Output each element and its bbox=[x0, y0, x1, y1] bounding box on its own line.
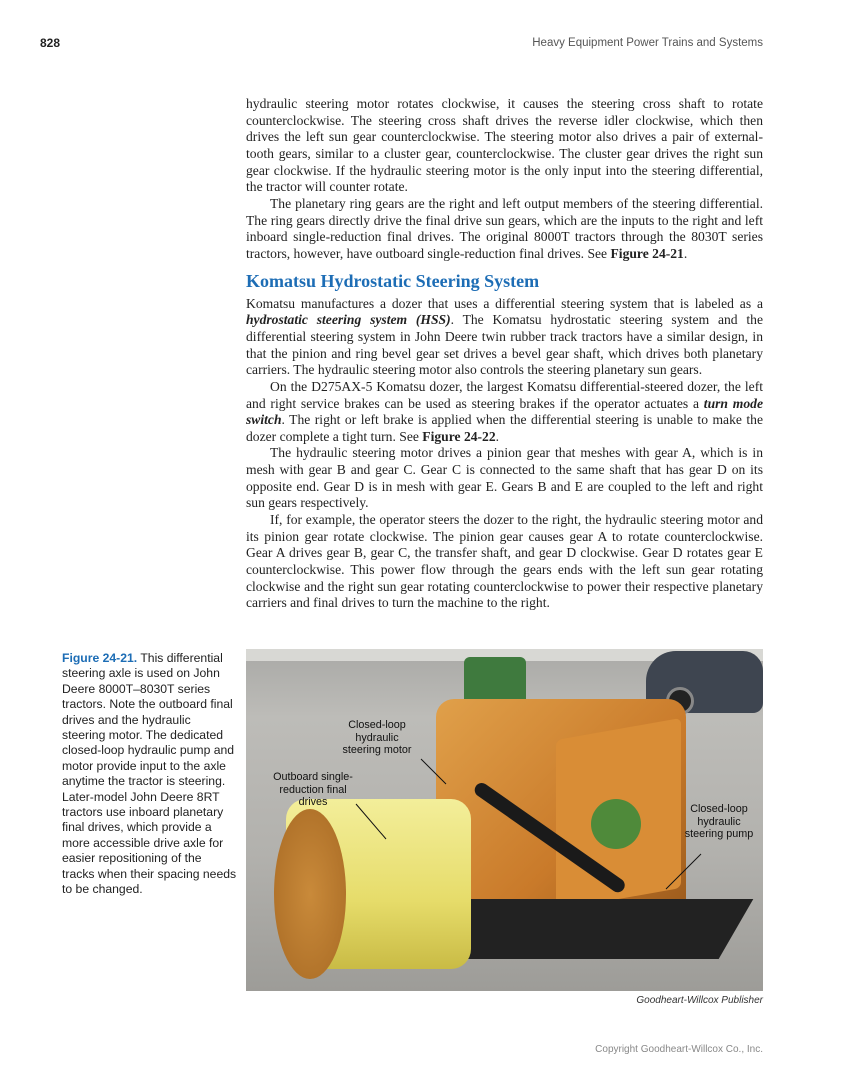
key-term: turn mode switch bbox=[246, 395, 763, 428]
text-run: Komatsu manufactures a dozer that uses a differential steering system that is labeled as a bbox=[246, 295, 763, 311]
copyright: Copyright Goodheart-Willcox Co., Inc. bbox=[595, 1044, 763, 1055]
text-run: hydraulic steering motor rotates clockwise, it causes the steering cross shaft to rotate counterclockwise. The steering cross shaft drives the reverse idler clockwise, which then drives the left sun gear counterclockwise. The steering motor also drives a pair of external-tooth gears, similar to a cluster gear, counterclockwise. The cluster gear drives the right sun gear clockwise. If the hydraulic steering motor is the only input into the steering differential, the tractor will counter rotate. bbox=[246, 96, 763, 195]
text-run: The planetary ring gears are the right and left output members of the steering differential. The ring gears directly drive the final drive sun gears, which are the inputs to the right and left inboard single-reduction final drives. The original 8000T tractors through the 8030T series tractors, however, have outboard single-reduction final drives. See bbox=[246, 195, 763, 261]
caption-text: This differential steering axle is used on John Deere 8000T–8030T series tractors. Note the outboard final drives and the hydraulic steering motor. The dedicated closed-loop hydraulic pump and motor provide input to the axle anytime the tractor is steering. Later-model John Deere 8RT tractors use inboard planetary final drives, which provide a more accessible drive axle for easier repositioning of the tracks when their spacing needs to be changed. bbox=[62, 651, 237, 897]
paragraph bbox=[246, 96, 763, 196]
callout-final-drives: Outboard single-reduction final drives bbox=[273, 771, 353, 808]
paragraph bbox=[246, 512, 763, 612]
paragraphs-before bbox=[246, 96, 763, 263]
paragraph bbox=[246, 196, 763, 263]
text-run: If, for example, the operator steers the dozer to the right, the hydraulic steering motor and its pinion gear rotate clockwise. The pinion gear causes gear A to rotate counterclockwise. Gear A drives gear B, gear C, the transfer shaft, and gear D clockwise. Gear D rotates gear E counterclockwise. This power flow through the gears ends with the left sun gear rotating clockwise and the right sun gear rotating counterclockwise to power their respective planetary carriers and final drives to turn the machine to the right. bbox=[246, 512, 763, 611]
paragraph bbox=[246, 379, 763, 446]
key-term: hydrostatic steering system (HSS) bbox=[246, 312, 451, 328]
callout-steering-pump: Closed-loop hydraulic steering pump bbox=[684, 803, 754, 840]
text-run: . bbox=[495, 428, 500, 444]
text-run: . The right or left brake is applied when the differential steering is unable to make the dozer complete a tight turn. See bbox=[246, 412, 763, 444]
paragraph bbox=[246, 445, 763, 512]
text-run: On the D275AX-5 Komatsu dozer, the largest Komatsu differential-steered dozer, the left and right service brakes can be used as steering brakes if the operator actuates a bbox=[246, 378, 763, 411]
body-text bbox=[246, 96, 763, 612]
figure-photo bbox=[246, 649, 763, 991]
figure-caption bbox=[62, 651, 237, 898]
callout-steering-motor: Closed-loop hydraulic steering motor bbox=[342, 719, 412, 756]
paragraphs-after bbox=[246, 296, 763, 612]
page-number: 828 bbox=[40, 36, 61, 50]
figure-reference: Figure 24-21 bbox=[610, 245, 684, 261]
running-head: Heavy Equipment Power Trains and Systems bbox=[532, 37, 763, 49]
text-run: The hydraulic steering motor drives a pinion gear that meshes with gear A, which is in mesh with gear B and gear C. Gear C is connected to the same shaft that has gear D on its opposite end. Gear D is in mesh with gear E. Gears B and E are coupled to the left and right sun gears respectively. bbox=[246, 445, 763, 511]
section-heading: Komatsu Hydrostatic Steering System bbox=[246, 270, 540, 291]
figure-label: Figure 24-21. bbox=[62, 651, 138, 665]
text-run: . The Komatsu hydrostatic steering system and the differential steering system in John Deere twin rubber track tractors have a similar design, in that the pinion and ring bevel gear set drives a bevel gear shaft, which drives both planetary carriers. The hydraulic steering motor also controls the steering planetary sun gears. bbox=[246, 312, 763, 378]
figure-reference: Figure 24-22 bbox=[422, 428, 496, 444]
photo-credit: Goodheart-Willcox Publisher bbox=[636, 995, 763, 1006]
text-run: . bbox=[683, 245, 688, 261]
paragraph bbox=[246, 296, 763, 379]
callout-leader-lines bbox=[246, 649, 763, 991]
